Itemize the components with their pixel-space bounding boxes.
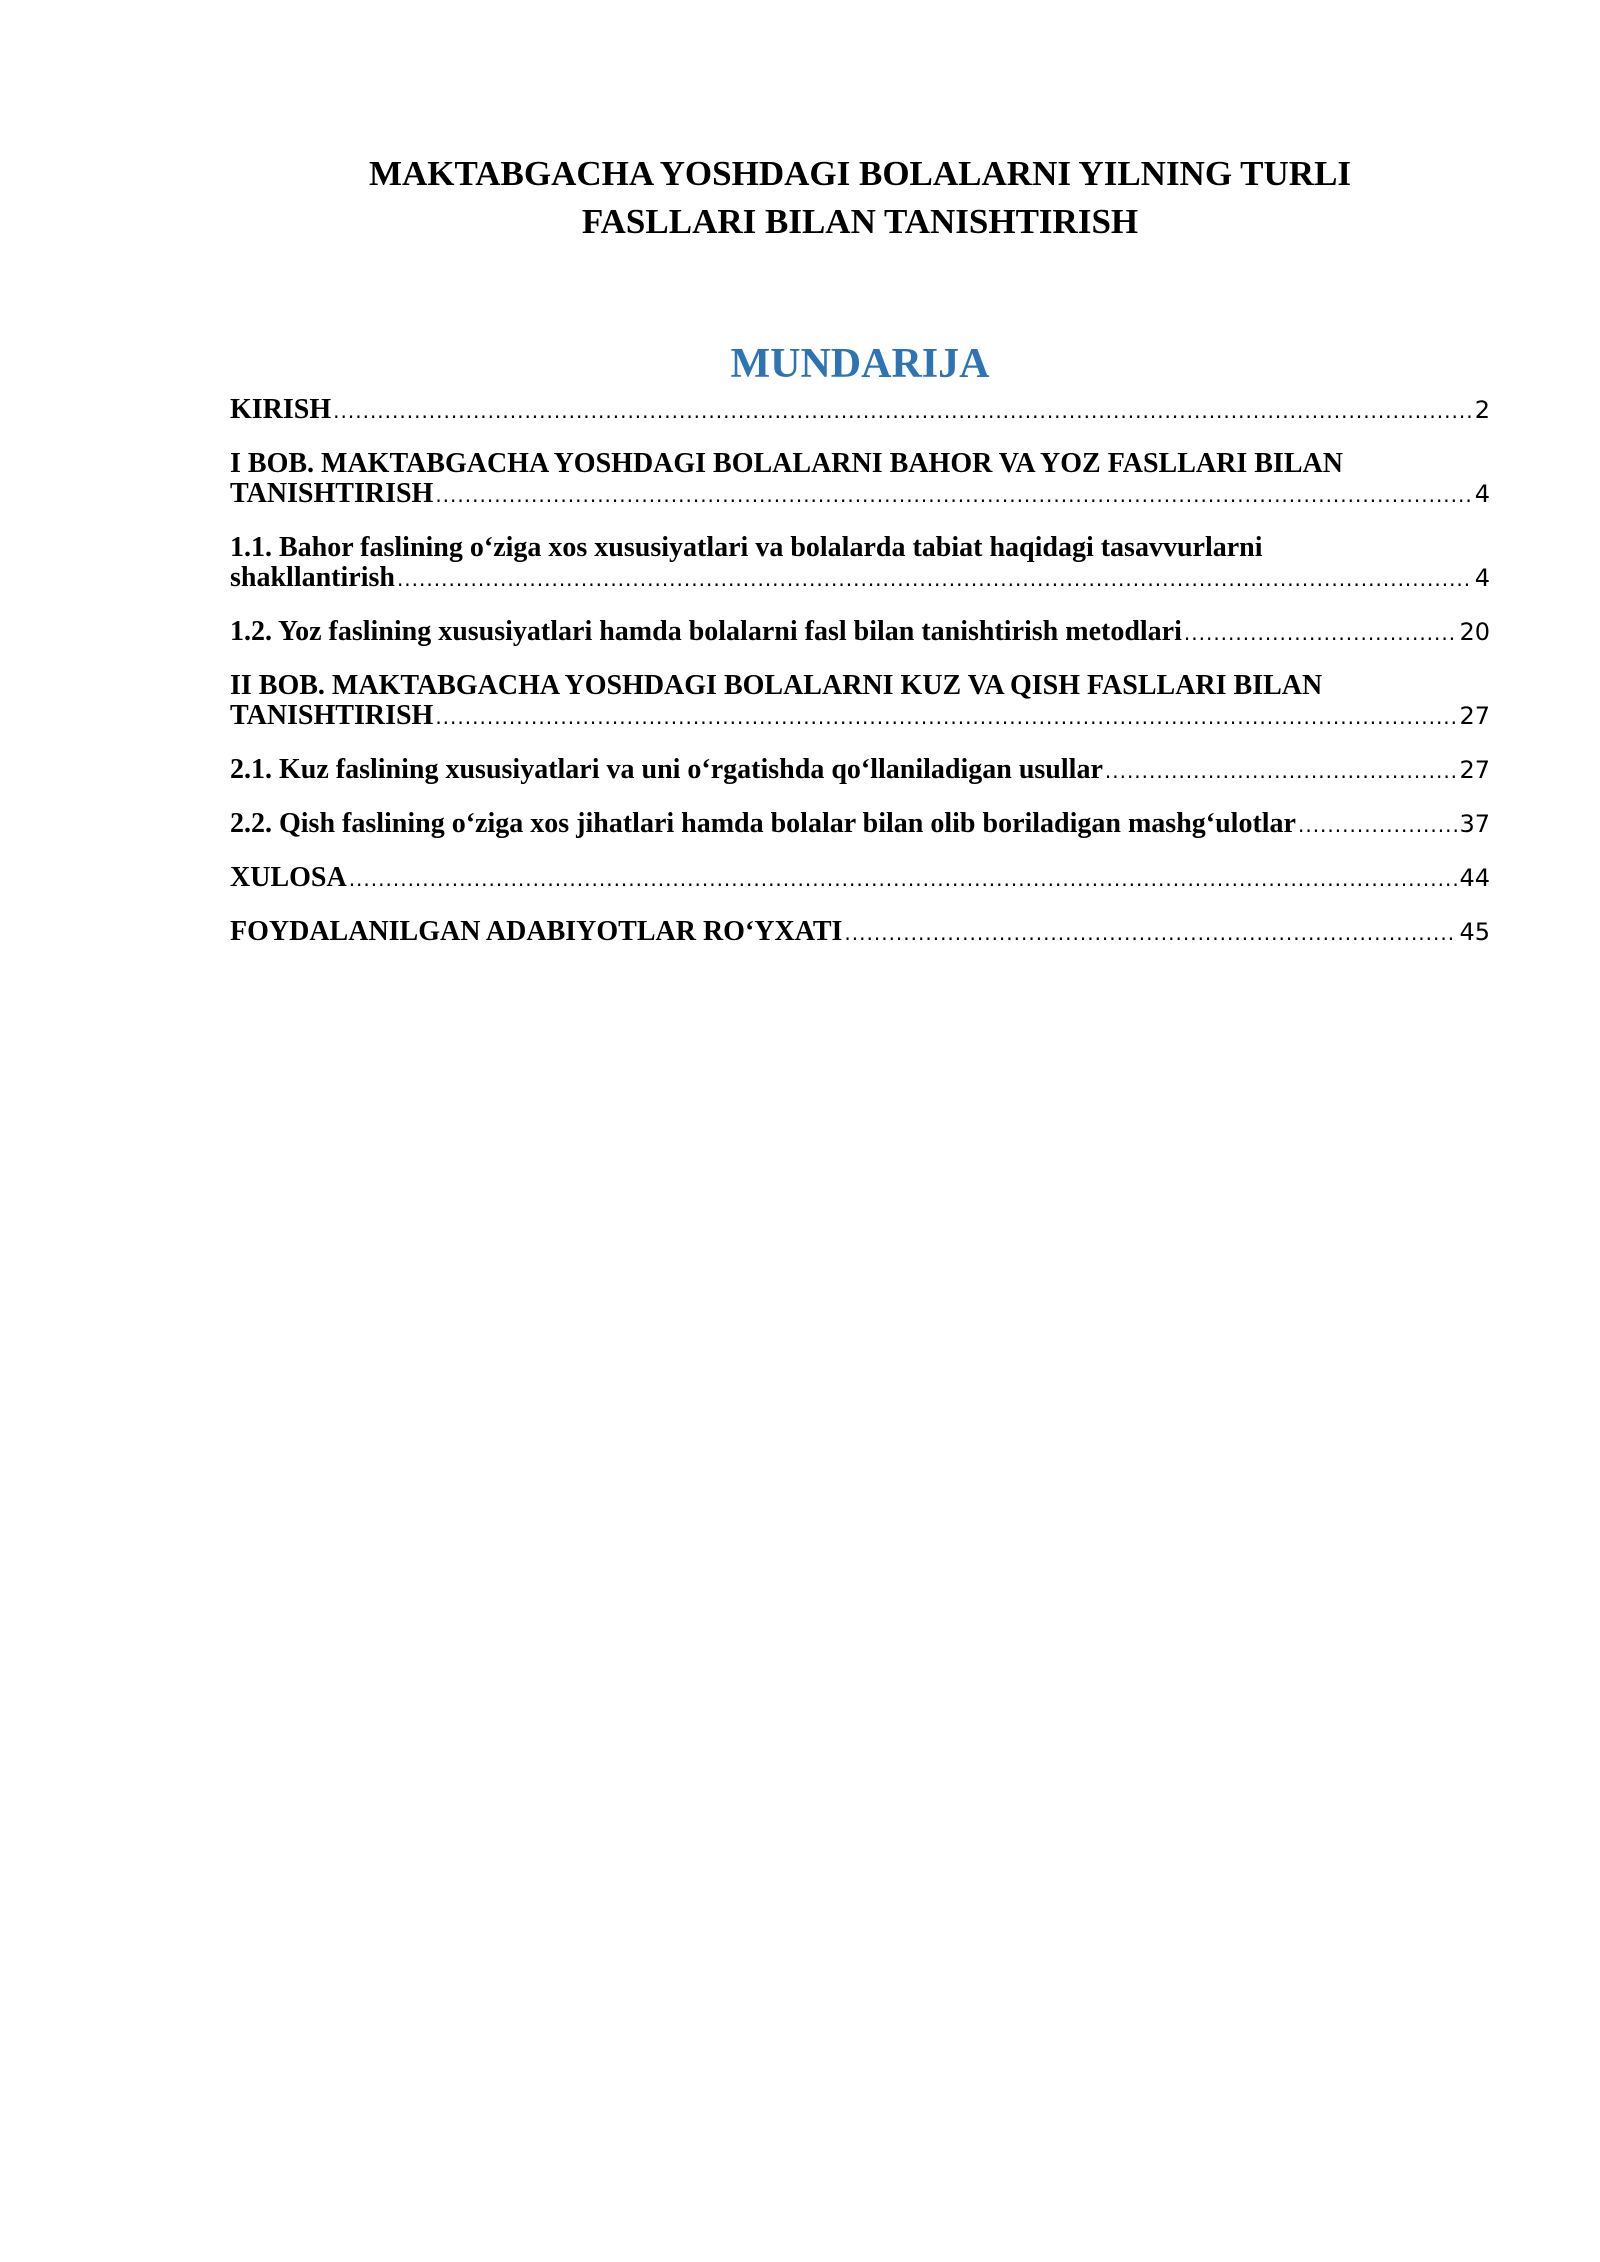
toc-leader-dots <box>333 396 1473 426</box>
toc-leader-dots <box>397 564 1473 594</box>
toc-entry-label: FOYDALANILGAN ADABIYOTLAR RO‘YXATI <box>230 916 843 947</box>
toc-entry-label: 1.2. Yoz faslining xususiyatlari hamda bolalarni fasl bilan tanishtirish metodlari <box>230 616 1182 647</box>
toc-page-number: 45 <box>1459 918 1490 946</box>
toc-leader-dots <box>435 702 1457 732</box>
toc-page-number: 27 <box>1459 756 1490 784</box>
page-title-line-2: FASLLARI BILAN TANISHTIRISH <box>581 202 1139 241</box>
toc-page-number: 20 <box>1459 618 1490 646</box>
toc-entry-section-1-2[interactable] <box>230 617 1490 648</box>
toc-entry-kirish[interactable] <box>230 395 1490 426</box>
toc-heading: MUNDARIJA <box>730 341 990 387</box>
toc-entry-label: 2.1. Kuz faslining xususiyatlari va uni o‘rgatishda qo‘llaniladigan usullar <box>230 754 1103 785</box>
toc-entry-label: TANISHTIRISH <box>230 478 434 509</box>
toc-entry-chapter-1[interactable] <box>230 449 1490 510</box>
toc-page-number: 27 <box>1459 702 1490 730</box>
toc-entry-xulosa[interactable] <box>230 863 1490 894</box>
toc-entry-bibliography[interactable] <box>230 917 1490 948</box>
toc-page-number: 44 <box>1459 864 1490 892</box>
toc-entry-label: TANISHTIRISH <box>230 700 434 731</box>
toc-entry-lead: II BOB. MAKTABGACHA YOSHDAGI BOLALARNI KUZ VA QISH FASLLARI BILAN <box>230 670 1323 701</box>
toc-page-number: 4 <box>1474 480 1490 508</box>
toc-leader-dots <box>349 864 1458 894</box>
toc-entry-section-2-2[interactable] <box>230 809 1490 840</box>
toc-entry-label: XULOSA <box>230 862 347 893</box>
toc-leader-dots <box>1184 618 1458 648</box>
toc-page-number: 4 <box>1474 564 1490 592</box>
toc-leader-dots <box>1105 756 1458 786</box>
toc-entry-label: 2.2. Qish faslining o‘ziga xos jihatlari hamda bolalar bilan olib boriladigan mashg‘ulotlar <box>230 808 1296 839</box>
toc-entry-lead: 1.1. Bahor faslining o‘ziga xos xususiyatlari va bolalarda tabiat haqidagi tasavvurlarni <box>230 532 1263 563</box>
toc-leader-dots <box>1298 810 1457 840</box>
toc-page-number: 37 <box>1459 810 1490 838</box>
toc-entry-label: KIRISH <box>230 394 332 425</box>
toc-entry-chapter-2[interactable] <box>230 671 1490 732</box>
toc-entry-section-1-1[interactable] <box>230 533 1490 594</box>
page-title <box>300 150 1420 246</box>
page-title-line-1: MAKTABGACHA YOSHDAGI BOLALARNI YILNING TURLI <box>368 154 1352 193</box>
toc-page-number: 2 <box>1474 396 1490 424</box>
toc-leader-dots <box>844 918 1457 948</box>
toc-entry-label: shakllantirish <box>230 562 395 593</box>
toc-entry-section-2-1[interactable] <box>230 755 1490 786</box>
toc-leader-dots <box>435 480 1472 510</box>
table-of-contents <box>230 395 1490 971</box>
toc-entry-lead: I BOB. MAKTABGACHA YOSHDAGI BOLALARNI BAHOR VA YOZ FASLLARI BILAN <box>230 448 1343 479</box>
